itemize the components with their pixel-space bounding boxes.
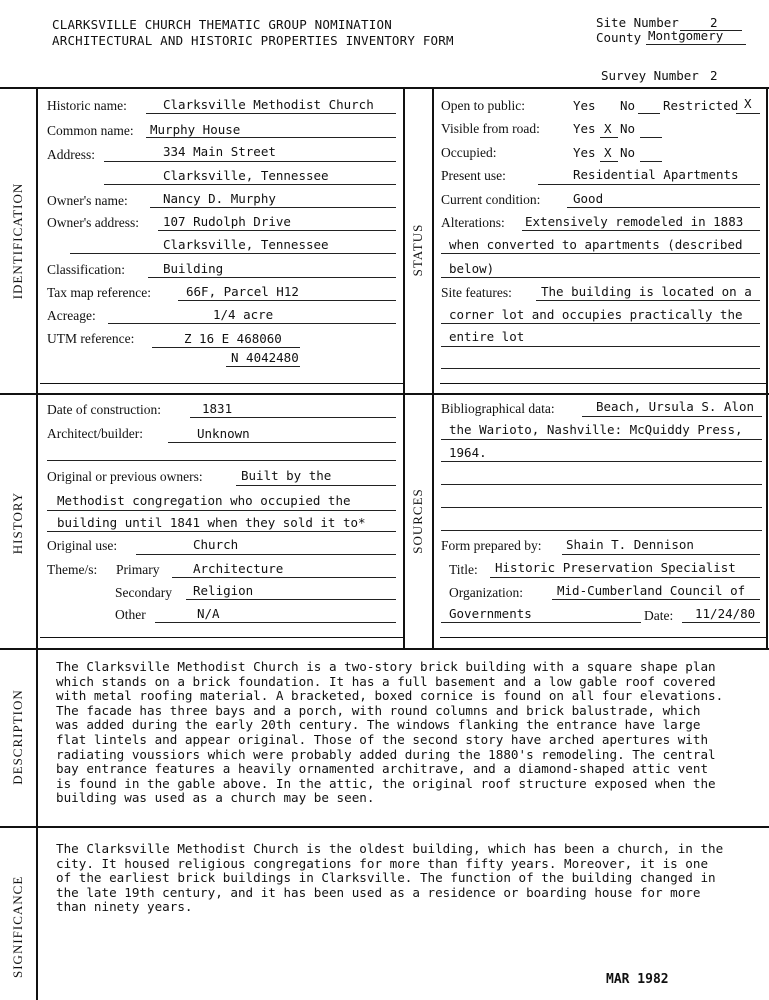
- secondary-label: Secondary: [115, 585, 172, 600]
- occupied-label: Occupied:: [441, 145, 497, 160]
- open-no-line: [638, 113, 660, 114]
- open-to-public-label: Open to public:: [441, 98, 525, 113]
- sources-bottom-rule: [440, 637, 766, 638]
- section-significance: SIGNIFICANCE: [10, 875, 25, 978]
- open-restricted-mark: X: [744, 96, 752, 111]
- alterations-line3: below): [449, 261, 495, 276]
- site-features-rule3: [441, 346, 760, 347]
- organization-rule2: [441, 622, 641, 623]
- site-features-rule1: [536, 300, 760, 301]
- secondary-value: Religion: [193, 583, 254, 598]
- county-label: County: [596, 30, 642, 45]
- primary-value: Architecture: [193, 561, 284, 576]
- site-features-label: Site features:: [441, 285, 512, 300]
- owner-address-line1-rule: [158, 230, 396, 231]
- common-name-label: Common name:: [47, 123, 134, 138]
- description-line: bay entrance features a heavily ornamented architrave, and a diamond-shaped attic vent: [56, 761, 709, 777]
- organization-line1: Mid-Cumberland Council of: [557, 583, 746, 598]
- occupied-yes: Yes: [573, 145, 596, 160]
- date-of-construction-label: Date of construction:: [47, 402, 161, 417]
- identification-bottom-rule: [40, 383, 403, 384]
- occupied-yes-mark: X: [604, 145, 612, 160]
- previous-owners-rule2: [47, 510, 396, 511]
- date-of-construction-line: [190, 417, 396, 418]
- description-line: is found in the gable above. In the attic, the original roof structure exposed when the: [56, 775, 716, 791]
- owner-address-line1: 107 Rudolph Drive: [163, 214, 291, 229]
- previous-owners-label: Original or previous owners:: [47, 469, 203, 484]
- county-value: Montgomery: [648, 28, 724, 43]
- alterations-label: Alterations:: [441, 215, 505, 230]
- significance-line: The Clarksville Methodist Church is the oldest building, which has been a church, in the: [56, 841, 724, 856]
- received-date-stamp: MAR 1982: [606, 972, 669, 987]
- description-line: with metal roofing material. A bracketed, boxed cornice is found on all four elevations.: [56, 688, 724, 704]
- bibliographical-rule4: [441, 484, 762, 485]
- owner-name-line: [150, 207, 396, 208]
- utm-line2-rule: [226, 366, 300, 367]
- open-yes: Yes: [573, 98, 596, 113]
- visible-mark-line: [600, 137, 618, 138]
- occupied-no-line: [640, 161, 662, 162]
- site-features-line2: corner lot and occupies practically the: [449, 307, 743, 322]
- frame-mid-line-b: [432, 87, 434, 649]
- frame-top-line: [0, 87, 769, 89]
- bibliographical-rule3: [441, 461, 762, 462]
- address-line2: Clarksville, Tennessee: [163, 168, 329, 183]
- description-line: The Clarksville Methodist Church is a two-story brick building with a square shape plan: [56, 659, 716, 674]
- owner-address-label: Owner's address:: [47, 215, 140, 230]
- visible-from-road-label: Visible from road:: [441, 121, 540, 136]
- title-label: Title:: [449, 562, 478, 577]
- tax-map-value: 66F, Parcel H12: [186, 284, 299, 299]
- other-line: [155, 622, 396, 623]
- utm-label: UTM reference:: [47, 331, 135, 346]
- primary-label: Primary: [116, 562, 160, 577]
- architect-label: Architect/builder:: [47, 426, 143, 441]
- section-sources: SOURCES: [410, 488, 425, 554]
- site-number-label: Site Number: [596, 15, 679, 30]
- address-label: Address:: [47, 147, 95, 162]
- previous-owners-rule3: [47, 531, 396, 532]
- form-title-line2: ARCHITECTURAL AND HISTORIC PROPERTIES INVENTORY FORM: [52, 33, 454, 48]
- tax-map-line: [178, 300, 396, 301]
- original-use-line: [136, 554, 396, 555]
- bibliographical-rule6: [441, 530, 762, 531]
- survey-number-label: Survey Number: [601, 68, 699, 83]
- bibliographical-line3: 1964.: [449, 445, 487, 460]
- classification-line: [148, 277, 396, 278]
- present-use-label: Present use:: [441, 168, 506, 183]
- date-prepared-label: Date:: [644, 608, 674, 623]
- previous-owners-line3: building until 1841 when they sold it to*: [57, 515, 366, 530]
- site-features-line1: The building is located on a: [541, 284, 752, 299]
- address-line1: 334 Main Street: [163, 144, 276, 159]
- bibliographical-rule2: [441, 439, 762, 440]
- alterations-rule3: [441, 277, 760, 278]
- open-no: No: [620, 98, 636, 113]
- bibliographical-line1: Beach, Ursula S. Alon: [596, 399, 755, 414]
- frame-mid-line-a: [403, 87, 405, 649]
- classification-label: Classification:: [47, 262, 125, 277]
- architect-line: [168, 442, 396, 443]
- visible-no: No: [620, 121, 636, 136]
- history-blank-line: [47, 460, 396, 461]
- significance-line: the late 19th century, and it has been used as a residence or boarding house for more: [56, 884, 701, 900]
- bibliographical-label: Bibliographical data:: [441, 401, 555, 416]
- organization-label: Organization:: [449, 585, 523, 600]
- themes-label: Theme/s:: [47, 562, 98, 577]
- visible-yes-mark: X: [604, 121, 612, 136]
- bibliographical-line2: the Warioto, Nashville: McQuiddy Press,: [449, 422, 743, 437]
- acreage-value: 1/4 acre: [213, 307, 274, 322]
- utm-value-line2: N 4042480: [231, 350, 299, 365]
- history-bottom-rule: [40, 637, 403, 638]
- section-description: DESCRIPTION: [10, 689, 25, 785]
- utm-line1-rule: [152, 347, 300, 348]
- description-line: building was used as a church may be seen.: [56, 790, 375, 806]
- section-status: STATUS: [410, 223, 425, 277]
- form-title-line1: CLARKSVILLE CHURCH THEMATIC GROUP NOMINATION: [52, 17, 392, 32]
- historic-name-value: Clarksville Methodist Church: [163, 97, 374, 112]
- owner-address-line2: Clarksville, Tennessee: [163, 237, 329, 252]
- description-text: [56, 660, 746, 806]
- previous-owners-rule1: [236, 485, 396, 486]
- historic-name-line: [146, 113, 396, 114]
- site-features-rule2: [441, 323, 760, 324]
- current-condition-label: Current condition:: [441, 192, 541, 207]
- architect-value: Unknown: [197, 426, 250, 441]
- form-prepared-value: Shain T. Dennison: [566, 537, 694, 552]
- open-restricted-line: [736, 113, 760, 114]
- frame-line-4: [0, 826, 769, 828]
- section-identification: IDENTIFICATION: [10, 182, 25, 300]
- tax-map-label: Tax map reference:: [47, 285, 151, 300]
- significance-line: city. It housed religious congregations for more than fifty years. Moreover, it is one: [56, 855, 709, 871]
- acreage-line: [108, 323, 396, 324]
- organization-rule1: [552, 599, 760, 600]
- primary-line: [172, 577, 396, 578]
- form-prepared-label: Form prepared by:: [441, 538, 542, 553]
- utm-value-line1: Z 16 E 468060: [184, 331, 282, 346]
- alterations-line1: Extensively remodeled in 1883: [525, 214, 744, 229]
- county-line: [646, 44, 746, 45]
- description-line: flat lintels and appear original. Those of the second story have arched apertures with: [56, 731, 709, 747]
- bibliographical-rule5: [441, 507, 762, 508]
- organization-line2: Governments: [449, 606, 532, 621]
- title-value: Historic Preservation Specialist: [495, 560, 736, 575]
- historic-name-label: Historic name:: [47, 98, 127, 113]
- alterations-line2: when converted to apartments (described: [449, 237, 743, 252]
- secondary-line: [186, 599, 396, 600]
- date-prepared-line: [682, 622, 760, 623]
- status-bottom-rule: [440, 383, 766, 384]
- other-value: N/A: [197, 606, 220, 621]
- classification-value: Building: [163, 261, 224, 276]
- common-name-line: [146, 137, 396, 138]
- owner-name-label: Owner's name:: [47, 193, 128, 208]
- present-use-line: [538, 184, 760, 185]
- current-condition-line: [567, 207, 760, 208]
- description-line: was added during the early 20th century. The windows flanking the entrance have large: [56, 717, 701, 733]
- bibliographical-rule1: [582, 416, 762, 417]
- site-number-value: 2: [710, 15, 718, 30]
- original-use-value: Church: [193, 537, 239, 552]
- other-label: Other: [115, 607, 146, 622]
- survey-number-value: 2: [710, 68, 718, 83]
- visible-yes: Yes: [573, 121, 596, 136]
- form-prepared-line: [562, 554, 760, 555]
- site-features-rule4: [441, 368, 760, 369]
- significance-text: [56, 842, 746, 915]
- significance-line: than ninety years.: [56, 899, 193, 915]
- common-name-value: Murphy House: [150, 122, 241, 137]
- frame-left-line: [36, 87, 38, 1000]
- present-use-value: Residential Apartments: [573, 167, 739, 182]
- frame-right-line: [766, 87, 768, 649]
- description-line: The facade has three bays and a porch, with round columns and brick balustrade, which: [56, 702, 701, 718]
- previous-owners-line2: Methodist congregation who occupied the: [57, 493, 351, 508]
- significance-line: of the earliest brick buildings in Clarksville. The function of the building changed in: [56, 870, 716, 886]
- address-line2-rule: [104, 184, 396, 185]
- owner-name-value: Nancy D. Murphy: [163, 191, 276, 206]
- original-use-label: Original use:: [47, 538, 118, 553]
- occupied-mark-line: [600, 161, 618, 162]
- open-restricted: Restricted: [663, 98, 739, 113]
- visible-no-line: [640, 137, 662, 138]
- frame-line-3: [0, 648, 769, 650]
- occupied-no: No: [620, 145, 636, 160]
- previous-owners-line1: Built by the: [241, 468, 332, 483]
- address-line1-rule: [104, 161, 396, 162]
- title-line: [490, 577, 760, 578]
- owner-address-line2-rule: [70, 253, 396, 254]
- current-condition-value: Good: [573, 191, 604, 206]
- site-features-line3: entire lot: [449, 329, 525, 344]
- date-prepared-value: 11/24/80: [695, 606, 756, 621]
- alterations-rule2: [441, 253, 760, 254]
- description-line: which stands on a brick foundation. It has a full basement and a low gable roof covered: [56, 673, 716, 689]
- date-of-construction-value: 1831: [202, 401, 233, 416]
- section-history: HISTORY: [10, 491, 25, 555]
- description-line: radiating voussiors which were probably added during the 1880's remodeling. The central: [56, 746, 716, 762]
- alterations-rule1: [522, 230, 760, 231]
- frame-line-2: [0, 393, 769, 395]
- acreage-label: Acreage:: [47, 308, 96, 323]
